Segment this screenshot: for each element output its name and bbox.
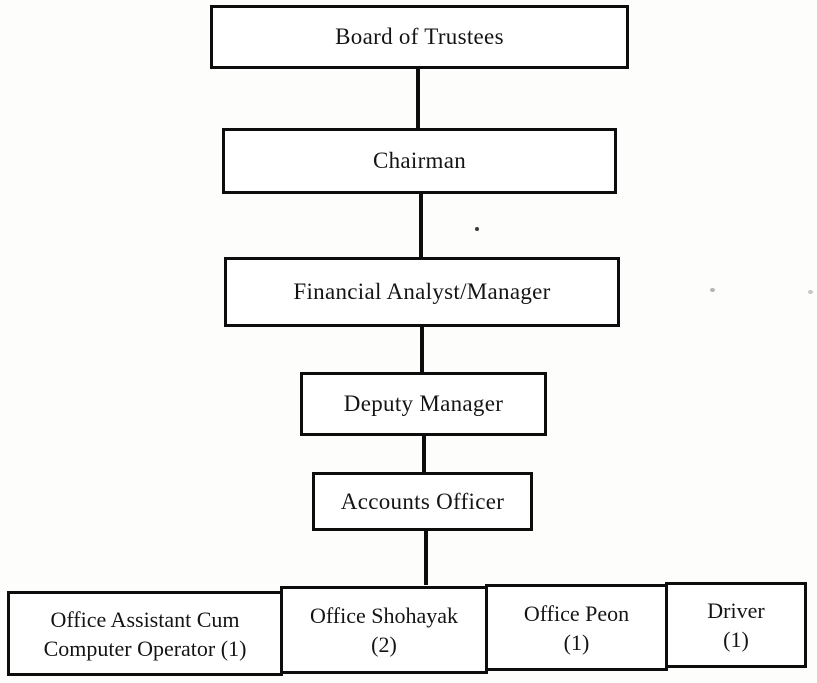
- scan-speck: [710, 288, 715, 292]
- node-board-of-trustees: [210, 5, 629, 69]
- edge-financial-to-deputy: [420, 327, 424, 372]
- staff-label-line2: (1): [723, 627, 749, 652]
- node-financial-analyst-manager-label: Financial Analyst/Manager: [293, 279, 551, 304]
- edge-board-to-chairman: [416, 69, 420, 128]
- node-deputy-manager: [300, 372, 547, 436]
- staff-label-line1: Office Assistant Cum: [50, 606, 240, 632]
- staff-label-line2: (1): [563, 629, 590, 655]
- edge-deputy-to-accounts: [422, 436, 426, 472]
- node-office-assistant-cum-computer-operator: [7, 591, 283, 676]
- edge-chairman-to-financial: [419, 194, 423, 257]
- node-deputy-manager-label: Deputy Manager: [343, 391, 504, 416]
- node-accounts-officer: [312, 472, 533, 531]
- staff-label-line2: (2): [371, 632, 397, 657]
- node-driver: [665, 582, 807, 668]
- staff-label-line1: Driver: [707, 598, 765, 623]
- edge-accounts-to-staff-row: [424, 531, 428, 585]
- staff-label-line1: Office Shohayak: [309, 603, 459, 628]
- scan-speck: [475, 227, 479, 231]
- node-financial-analyst-manager: [224, 257, 620, 327]
- node-board-of-trustees-label: Board of Trustees: [335, 24, 504, 49]
- node-accounts-officer-label: Accounts Officer: [340, 488, 505, 514]
- node-chairman-label: Chairman: [372, 148, 467, 173]
- staff-label-line1: Office Peon: [523, 600, 630, 626]
- staff-label-line2: Computer Operator (1): [43, 635, 247, 661]
- node-office-shohayak: [280, 586, 488, 674]
- node-chairman: [222, 128, 617, 194]
- scan-speck: [808, 290, 813, 294]
- node-office-peon: [485, 584, 668, 671]
